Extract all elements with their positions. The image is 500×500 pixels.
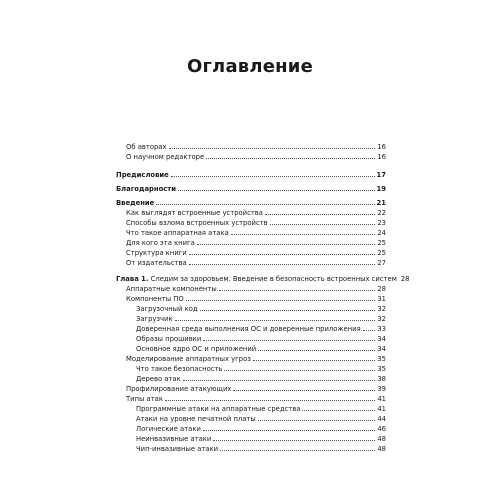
toc-entry-page: 34 [377,345,386,353]
toc-entry-page: 48 [377,435,386,443]
toc-entry[interactable] [116,238,386,247]
toc-entry-label: Дерево атак [136,375,181,383]
toc-leader-dots [165,394,375,401]
toc-entry[interactable] [116,434,386,443]
toc-entry-label: Глава 1. Следим за здоровьем. Введение в безопасность встроенных систем [116,275,397,283]
toc-entry-label: От издательства [126,259,187,267]
toc-entry-label: Структура книги [126,249,187,257]
toc-entry-label: Способы взлома встроенных устройств [126,219,268,227]
toc-entry[interactable] [116,218,386,227]
toc-leader-dots [169,142,376,149]
toc-leader-dots [270,218,376,225]
toc-entry-page: 35 [377,365,386,373]
toc-leader-dots [189,248,376,255]
toc-leader-dots [224,364,375,371]
page-title: Оглавление [186,56,314,77]
toc-entry-label: Компоненты ПО [126,295,184,303]
toc-entry-page: 34 [377,335,386,343]
toc-entry[interactable] [116,324,386,333]
toc-entry-label: Логические атаки [136,425,201,433]
toc-leader-dots [186,294,376,301]
toc-entry-label: Типы атак [126,395,163,403]
toc-entry-label: Образы прошивки [136,335,202,343]
toc-leader-dots [220,444,375,451]
toc-leader-dots [231,228,376,235]
toc-entry-page: 27 [377,259,386,267]
toc-entry[interactable] [116,344,386,353]
toc-entry-page: 25 [377,249,386,257]
toc-entry[interactable] [116,294,386,303]
toc-entry-label: Программные атаки на аппаратные средства [136,405,301,413]
toc-entry[interactable] [116,248,386,257]
toc-entry[interactable] [116,404,386,413]
toc-leader-dots [302,404,375,411]
toc-entry-label: Загрузчик [136,315,173,323]
toc-leader-dots [200,304,376,311]
toc-entry-page: 32 [377,315,386,323]
toc-entry-label: Неинвазивные атаки [136,435,212,443]
toc-entry[interactable] [116,170,386,179]
toc-leader-dots [265,208,375,215]
toc-entry-page: 17 [376,171,386,179]
toc-entry-page: 31 [377,295,386,303]
toc-entry-label: Об авторах [126,143,167,151]
toc-entry-label: Доверенная среда выполнения ОС и доверенные приложения [136,325,361,333]
toc-leader-dots [363,324,376,331]
toc-entry[interactable] [116,384,386,393]
toc-leader-dots [178,184,375,191]
toc-entry-label: Благодарности [116,185,177,193]
toc-entry-label: Введение [116,199,155,207]
toc-entry[interactable] [116,142,386,151]
toc-leader-dots [253,354,376,361]
toc-entry-label: Что такое аппаратная атака [126,229,229,237]
toc-entry[interactable] [116,198,386,207]
toc-entry-label: Загрузочный код [136,305,198,313]
toc-entry[interactable] [116,374,386,383]
toc-entry[interactable] [116,354,386,363]
toc-entry-label: Профилирование атакующих [126,385,232,393]
toc-entry-label: Основное ядро ОС и приложений [136,345,257,353]
toc-entry-page: 48 [377,445,386,453]
toc-entry-label: О научном редакторе [126,153,205,161]
toc-leader-dots [213,434,375,441]
toc-leader-dots [189,258,376,265]
toc-leader-dots [197,238,376,245]
toc-entry-label: Атаки на уровне печатной платы [136,415,256,423]
toc-leader-dots [171,170,375,177]
toc-entry-page: 16 [377,153,386,161]
toc-entry-label: Аппаратные компоненты [126,285,217,293]
toc-entry-page: 21 [376,199,386,207]
toc-entry-page: 35 [377,355,386,363]
toc-leader-dots [258,414,376,421]
toc-entry-label: Предисловие [116,171,169,179]
toc-entry[interactable] [116,274,410,283]
toc-entry-label: Моделирование аппаратных угроз [126,355,251,363]
toc-entry[interactable] [116,284,386,293]
toc-entry-label: Что такое безопасность [136,365,223,373]
toc-entry-page: 25 [377,239,386,247]
toc-entry-label: Чип-инвазивные атаки [136,445,219,453]
toc-entry-page: 39 [377,385,386,393]
toc-entry[interactable] [116,334,386,343]
toc-leader-dots [203,424,375,431]
toc-leader-dots [233,384,375,391]
toc-entry-label: Для кого эта книга [126,239,195,247]
toc-leader-dots [219,284,376,291]
toc-entry[interactable] [116,304,386,313]
toc-entry-page: 44 [377,415,386,423]
toc-entry[interactable] [116,364,386,373]
toc-entry[interactable] [116,184,386,193]
toc-entry-page: 41 [377,405,386,413]
toc-entry-page: 16 [377,143,386,151]
toc-entry-page: 32 [377,305,386,313]
toc-leader-dots [156,198,374,205]
toc-entry[interactable] [116,208,386,217]
toc-entry[interactable] [116,258,386,267]
toc-leader-dots [258,344,375,351]
toc-entry[interactable] [116,444,386,453]
toc-leader-dots [175,314,376,321]
toc-entry-page: 28 [400,275,410,283]
toc-entry-page: 38 [377,375,386,383]
toc-entry-page: 33 [377,325,386,333]
toc-entry[interactable] [116,314,386,323]
toc-leader-dots [203,334,375,341]
toc-entry[interactable] [116,424,386,433]
toc-entry[interactable] [116,152,386,161]
toc-entry-page: 41 [377,395,386,403]
toc-entry-page: 24 [377,229,386,237]
toc-entry-page: 23 [377,219,386,227]
toc-entry[interactable] [116,414,386,423]
toc-entry-label: Как выглядят встроенные устройства [126,209,263,217]
toc-entry[interactable] [116,228,386,237]
toc-entry[interactable] [116,394,386,403]
toc-entry-page: 46 [377,425,386,433]
toc-leader-dots [206,152,375,159]
toc-entry-page: 19 [376,185,386,193]
toc-entry-page: 22 [377,209,386,217]
toc-entry-page: 28 [377,285,386,293]
toc-leader-dots [183,374,376,381]
